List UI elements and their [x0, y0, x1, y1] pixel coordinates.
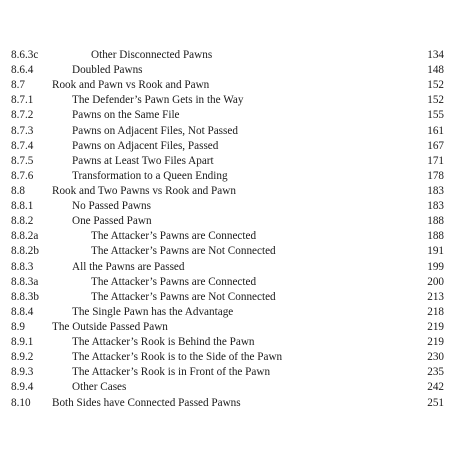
toc-entry — [0, 93, 452, 108]
section-title: Rook and Two Pawns vs Rook and Pawn — [52, 184, 236, 197]
toc-entry — [0, 154, 452, 169]
toc-entry — [0, 169, 452, 184]
toc-entry — [0, 380, 452, 395]
toc-entry — [0, 139, 452, 154]
toc-entry — [0, 396, 452, 411]
section-title: The Attacker’s Pawns are Not Connected — [91, 245, 276, 258]
section-number: 8.9 — [11, 320, 25, 333]
section-number: 8.8.2b — [11, 245, 39, 258]
toc-entry — [0, 63, 452, 78]
section-number: 8.7 — [11, 79, 25, 92]
section-number: 8.8.3 — [11, 260, 34, 273]
toc-entry — [0, 335, 452, 350]
toc-entry — [0, 290, 452, 305]
page-number: 161 — [427, 124, 444, 137]
toc-entry — [0, 305, 452, 320]
page-number: 213 — [427, 290, 444, 303]
page-number: 219 — [427, 320, 444, 333]
page-number: 219 — [427, 336, 444, 349]
section-title: The Attacker’s Rook is in Front of the Pawn — [72, 366, 271, 379]
section-number: 8.7.2 — [11, 109, 34, 122]
page-number: 167 — [427, 139, 444, 152]
section-number: 8.8.4 — [11, 305, 34, 318]
toc-entry — [0, 365, 452, 380]
section-number: 8.9.2 — [11, 351, 34, 364]
toc-entry — [0, 214, 452, 229]
section-number: 8.6.4 — [11, 64, 34, 77]
section-number: 8.8.2 — [11, 215, 34, 228]
section-number: 8.8.3b — [11, 290, 39, 303]
section-title: The Attacker’s Pawns are Connected — [91, 230, 257, 243]
toc-entry — [0, 48, 452, 63]
section-number: 8.7.6 — [11, 169, 34, 182]
section-title: Rook and Pawn vs Rook and Pawn — [52, 79, 210, 92]
section-title: Other Cases — [72, 381, 127, 394]
page-number: 155 — [427, 109, 444, 122]
section-number: 8.7.3 — [11, 124, 34, 137]
page-number: 218 — [427, 305, 444, 318]
page-number: 152 — [427, 94, 444, 107]
section-title: The Attacker’s Pawns are Not Connected — [91, 290, 276, 303]
section-number: 8.7.5 — [11, 154, 34, 167]
page-number: 183 — [427, 184, 444, 197]
section-number: 8.8.1 — [11, 200, 34, 213]
section-number: 8.10 — [11, 396, 31, 409]
section-title: Pawns at Least Two Files Apart — [72, 154, 214, 167]
page-number: 171 — [427, 154, 444, 167]
page-number: 188 — [427, 230, 444, 243]
page-number: 188 — [427, 215, 444, 228]
toc-entry — [0, 108, 452, 123]
toc-entry — [0, 78, 452, 93]
section-title: All the Pawns are Passed — [72, 260, 185, 273]
section-number: 8.7.1 — [11, 94, 34, 107]
toc-entry — [0, 275, 452, 290]
page-number: 230 — [427, 351, 444, 364]
page-number: 199 — [427, 260, 444, 273]
section-number: 8.7.4 — [11, 139, 34, 152]
toc-entry — [0, 229, 452, 244]
section-title: Transformation to a Queen Ending — [72, 169, 228, 182]
page-number: 242 — [427, 381, 444, 394]
page-number: 235 — [427, 366, 444, 379]
toc-entry — [0, 244, 452, 259]
section-title: The Outside Passed Pawn — [52, 320, 168, 333]
section-number: 8.9.4 — [11, 381, 34, 394]
section-title: The Single Pawn has the Advantage — [72, 305, 234, 318]
page-number: 251 — [427, 396, 444, 409]
table-of-contents — [0, 48, 452, 411]
section-number: 8.8.3a — [11, 275, 39, 288]
section-title: The Attacker’s Pawns are Connected — [91, 275, 257, 288]
section-title: Pawns on Adjacent Files, Not Passed — [72, 124, 238, 137]
section-number: 8.9.3 — [11, 366, 34, 379]
toc-entry — [0, 199, 452, 214]
toc-entry — [0, 184, 452, 199]
toc-entry — [0, 260, 452, 275]
toc-entry — [0, 124, 452, 139]
section-title: Doubled Pawns — [72, 64, 143, 77]
page-number: 152 — [427, 79, 444, 92]
section-number: 8.8.2a — [11, 230, 39, 243]
page-number: 200 — [427, 275, 444, 288]
page-number: 148 — [427, 64, 444, 77]
page-number: 191 — [427, 245, 444, 258]
section-title: Pawns on Adjacent Files, Passed — [72, 139, 219, 152]
section-title: The Attacker’s Rook is Behind the Pawn — [72, 336, 255, 349]
page-number: 178 — [427, 169, 444, 182]
section-number: 8.6.3c — [11, 49, 39, 61]
toc-entry — [0, 350, 452, 365]
section-title: Other Disconnected Pawns — [91, 49, 213, 61]
page-number: 134 — [427, 49, 444, 61]
section-title: The Attacker’s Rook is to the Side of the Pawn — [72, 351, 283, 364]
section-title: The Defender’s Pawn Gets in the Way — [72, 94, 244, 107]
page-number: 183 — [427, 200, 444, 213]
section-number: 8.9.1 — [11, 336, 34, 349]
section-title: Pawns on the Same File — [72, 109, 180, 122]
section-title: No Passed Pawns — [72, 200, 151, 213]
section-title: One Passed Pawn — [72, 215, 152, 228]
toc-entry — [0, 320, 452, 335]
section-number: 8.8 — [11, 184, 25, 197]
section-title: Both Sides have Connected Passed Pawns — [52, 396, 241, 409]
